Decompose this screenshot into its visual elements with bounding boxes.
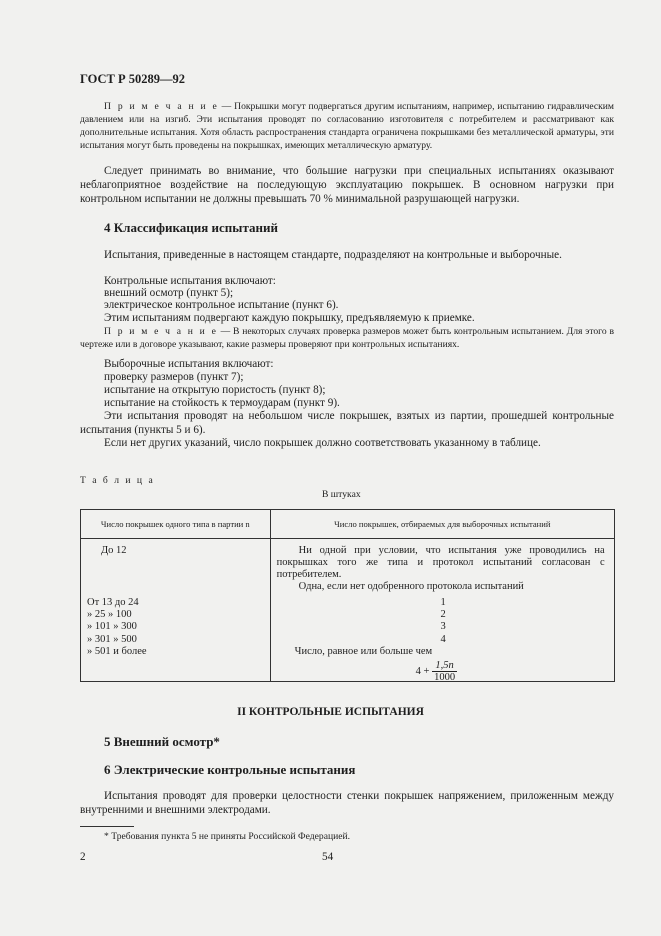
- note-2-label: П р и м е ч а н и е: [104, 326, 218, 337]
- table-sample-count-cell: [270, 539, 614, 682]
- formula-numerator: 1,5n: [432, 660, 457, 672]
- range-4: » 301 » 500: [87, 633, 137, 645]
- footnote-rule: [80, 826, 134, 827]
- range-5: » 501 и более: [87, 645, 147, 657]
- paragraph-loads: Следует принимать во внимание, что большие нагрузки при специальных испытаниях оказывают неблагоприятное воздействие на последующую эксплуатацию покрышек. В основном нагрузки при контрольном испытании не должны превышать 70 % минимальной разрушающей нагрузки.: [80, 165, 614, 205]
- control-line-2: внешний осмотр (пункт 5);: [104, 287, 234, 299]
- count-1: 1: [440, 597, 446, 608]
- sample-line-2: проверку размеров (пункт 7);: [104, 371, 244, 383]
- sample-party-text: Эти испытания проводят на небольшом числе покрышек, взятых из партии, прошедшей контрольные испытания (пункты 5 и 6).: [80, 410, 614, 436]
- table-col2-header: Число покрышек, отбираемых для выборочных испытаний: [270, 510, 614, 539]
- control-line-4: Этим испытаниям подвергают каждую покрышку, предъявляемую к приемке.: [104, 312, 475, 324]
- section-6-text: Испытания проводят для проверки целостности стенки покрышек напряжением, приложенным между внутренними и внешними электродами.: [80, 790, 614, 816]
- part-2-title: II КОНТРОЛЬНЫЕ ИСПЫТАНИЯ: [237, 706, 424, 718]
- page-number-center: 54: [322, 851, 334, 863]
- note-1-text: — Покрышки могут подвергаться другим испытаниям, например, испытанию гидравлическим давлением или на изгиб. Эти испытания проводят по согласованию изготовителя с потребителем и рассматривают как дополнительные испытания. Хотя область распространения стандарта ограничена покрышками без металлической арматуры, эти испытания могут быть проведены на покрышках, имеющих металлическую арматуру.: [80, 101, 614, 151]
- sample-formula: [416, 660, 457, 683]
- table-lot-size-cell: [81, 539, 271, 682]
- control-line-1: Контрольные испытания включают:: [104, 275, 276, 287]
- page-number-left: 2: [80, 851, 86, 863]
- sample-line-3: испытание на открытую пористость (пункт 8);: [104, 384, 326, 396]
- note-1: [80, 100, 614, 152]
- range-1: От 13 до 24: [87, 597, 139, 608]
- count-3: 3: [440, 621, 446, 633]
- count-4: 4: [440, 633, 446, 645]
- row-up-to-12-condition: Ни одной при условии, что испытания уже проводились на покрышках того же типа и протокол испытаний согласован с потребителем.: [276, 545, 605, 580]
- range-2: » 25 » 100: [87, 609, 132, 621]
- section-6-title: 6 Электрические контрольные испытания: [104, 762, 356, 777]
- formula-denominator: 1000: [434, 672, 456, 683]
- standard-code: ГОСТ Р 50289—92: [80, 72, 186, 86]
- table-reference: Если нет других указаний, число покрышек должно соответствовать указанному в таблице.: [104, 437, 541, 449]
- table-units: В штуках: [322, 489, 361, 500]
- note-1-label: П р и м е ч а н и е: [104, 101, 219, 112]
- count-2: 2: [440, 609, 446, 621]
- note-2-text: — В некоторых случаях проверка размеров может быть контрольным испытанием. Для этого в чертеже или в договоре указывают, какие размеры проверяют при контрольных испытаниях.: [80, 326, 614, 350]
- table-body-row: [81, 539, 615, 682]
- section-4-title: 4 Классификация испытаний: [104, 220, 278, 235]
- table-col1-header: Число покрышек одного типа в партии n: [81, 510, 271, 539]
- sample-line-4: испытание на стойкость к термоударам (пункт 9).: [104, 397, 340, 409]
- note-2: [80, 325, 614, 351]
- lot-size-ranges: [87, 597, 147, 658]
- section-4-intro: Испытания, приведенные в настоящем стандарте, подразделяют на контрольные и выборочные.: [104, 249, 562, 261]
- formula-prefix: 4 +: [415, 665, 430, 677]
- table-header-row: [81, 510, 615, 539]
- range-3: » 101 » 300: [87, 621, 137, 633]
- sample-line-1: Выборочные испытания включают:: [104, 358, 274, 370]
- sampling-table: [80, 509, 615, 682]
- footnote: * Требования пункта 5 не приняты Российской Федерацией.: [104, 831, 351, 842]
- row-up-to-12-alternative: Одна, если нет одобренного протокола испытаний: [298, 581, 524, 592]
- formula-text: Число, равное или больше чем: [294, 646, 433, 657]
- formula-fraction: [432, 660, 457, 683]
- sample-counts: [271, 597, 616, 646]
- row-up-to-12: До 12: [101, 545, 127, 556]
- table-caption: Т а б л и ц а: [80, 475, 155, 486]
- control-line-3: электрическое контрольное испытание (пункт 6).: [104, 299, 339, 311]
- section-5-title: 5 Внешний осмотр*: [104, 734, 220, 749]
